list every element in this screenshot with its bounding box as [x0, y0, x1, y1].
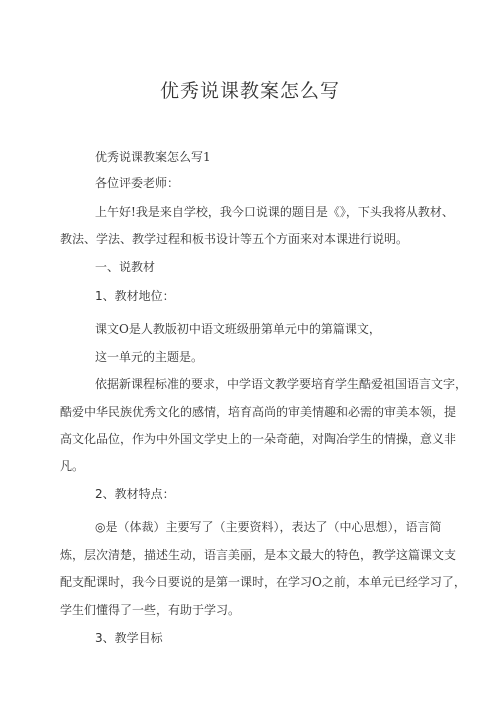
paragraph-line: 配支配课时，我今日要说的是第一课时，在学习O之前，本单元已经学习了， — [60, 575, 466, 589]
paragraph-line: 上午好!我是来自学校，我今口说课的题目是《》，下头我将从教材、 — [95, 205, 454, 219]
paragraph-line: ◎是（体裁）主要写了（主要资料），表达了（中心思想），语言简 — [95, 520, 442, 534]
section-heading: 一、说教材 — [95, 260, 156, 274]
paragraph-line: 高文化品位，作为中外国文学史上的一朵奇葩，对陶冶学生的情操，意义非 — [60, 432, 457, 446]
paragraph-line: 炼，层次清楚，描述生动，语言美丽，是本文最大的特色，教学这篇课文支 — [60, 548, 457, 562]
paragraph-line: 依据新课程标准的要求，中学语文教学要培育学生酷爱祖国语言文字， — [95, 377, 468, 391]
paragraph-line: 课文O是人教版初中语文班级册第单元中的第篇课文， — [95, 322, 381, 336]
paragraph-line: 学生们懂得了一些，有助于学习。 — [60, 603, 241, 617]
salutation-line: 各位评委老师： — [95, 176, 180, 190]
paragraph-line: 酷爱中华民族优秀文化的感情，培育高尚的审美情趣和必需的审美本领，提 — [60, 405, 457, 419]
subsection-heading: 3、教学目标 — [95, 631, 163, 645]
paragraph-line: 这一单元的主题是。 — [95, 350, 204, 364]
paragraph-line: 教法、学法、教学过程和板书设计等五个方面来对本课进行说明。 — [60, 232, 409, 246]
subsection-heading: 2、教材特点： — [95, 487, 175, 501]
subsection-heading: 1、教材地位： — [95, 289, 175, 303]
subtitle-line: 优秀说课教案怎么写1 — [95, 150, 211, 164]
paragraph-line: 凡。 — [60, 459, 85, 473]
page-title: 优秀说课教案怎么写 — [159, 80, 340, 102]
